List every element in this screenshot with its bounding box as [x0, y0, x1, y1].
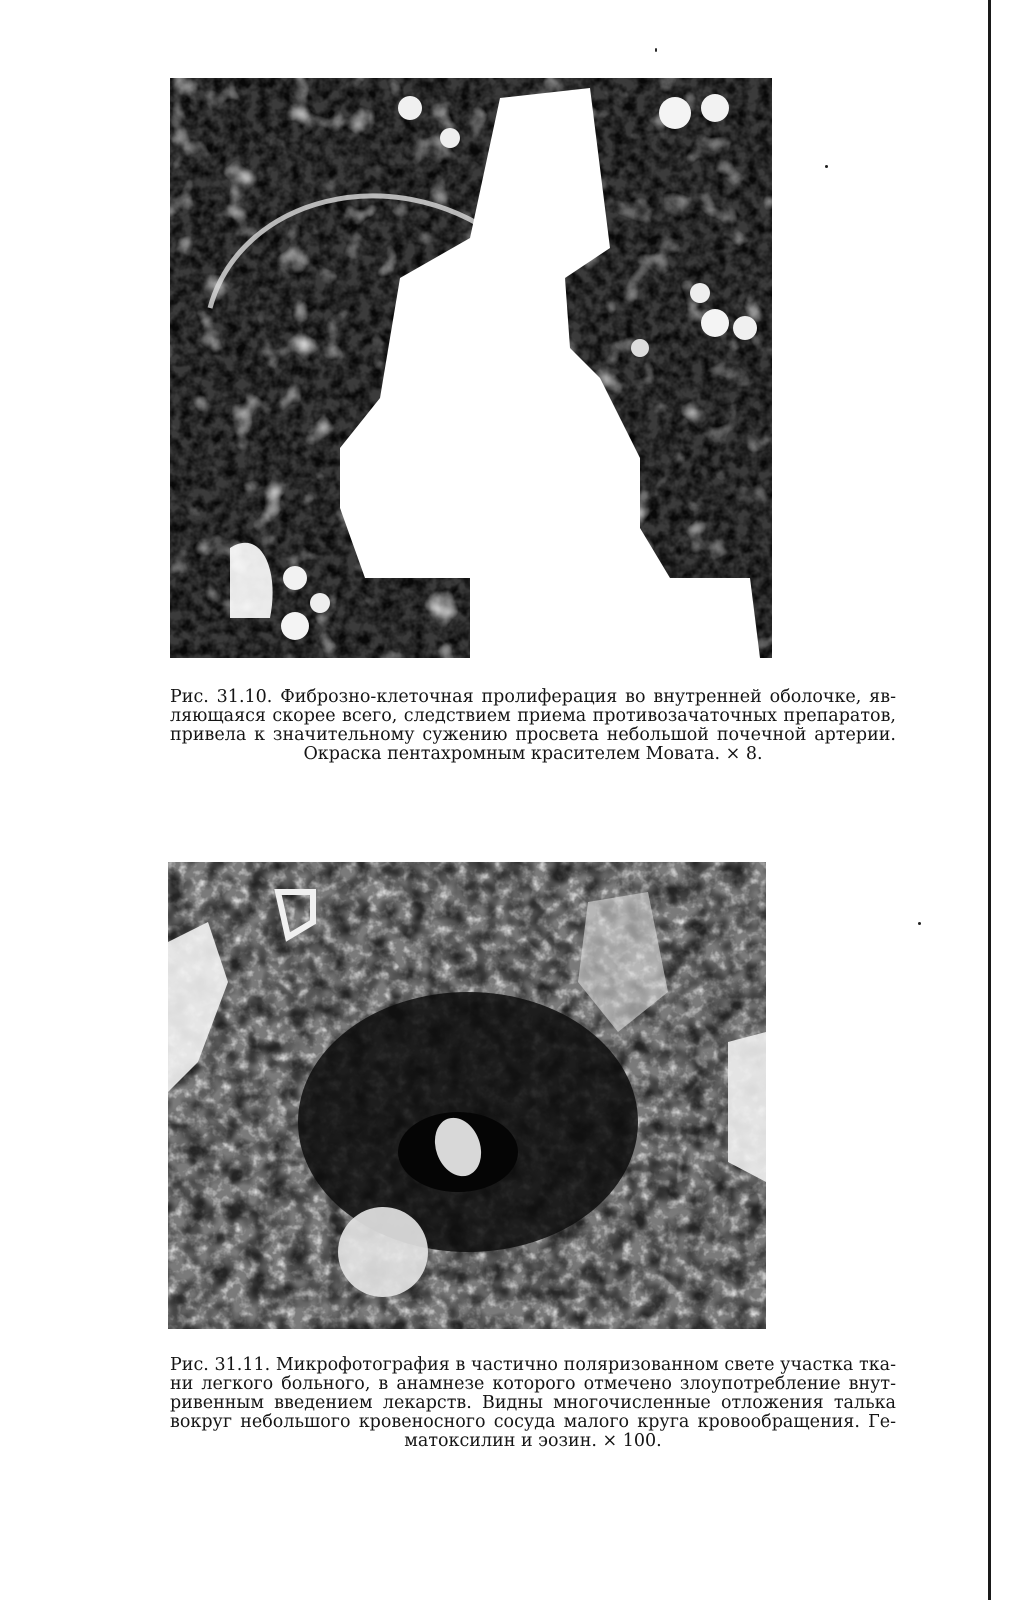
page-edge-line — [988, 0, 991, 1600]
figure-number: 31.11. — [214, 1355, 271, 1375]
caption-line: Фиброзно-клеточная пролиферация во внутренней оболочке, яв- — [280, 687, 896, 707]
scan-speck — [825, 165, 828, 168]
scan-speck — [655, 48, 657, 52]
scan-speck — [918, 922, 921, 925]
caption-line: ляющаяся скорее всего, следствием приема противозачаточных препаратов, — [170, 706, 896, 726]
figure-prefix: Рис. — [170, 687, 209, 707]
caption-line: матоксилин и эозин. × 100. — [404, 1431, 662, 1451]
figure-31-10-caption — [170, 688, 896, 764]
figure-prefix: Рис. — [170, 1355, 209, 1375]
figure-31-11-caption — [170, 1356, 896, 1451]
caption-line: ривенным введением лекарств. Видны многочисленные отложения талька — [170, 1393, 896, 1413]
micrograph-figure-31-10 — [170, 78, 772, 658]
caption-line: вокруг небольшого кровеносного сосуда малого круга кровообращения. Ге- — [170, 1412, 896, 1432]
caption-line: ни легкого больного, в анамнезе которого отмечено злоупотребление внут- — [170, 1374, 896, 1394]
caption-line: Окраска пентахромным красителем Мовата. × 8. — [303, 744, 763, 764]
caption-line: привела к значительному сужению просвета небольшой почечной артерии. — [170, 725, 896, 745]
figure-number: 31.10. — [216, 687, 273, 707]
caption-line: Микрофотография в частично поляризованном свете участка тка- — [275, 1355, 896, 1375]
micrograph-figure-31-11 — [168, 862, 766, 1329]
